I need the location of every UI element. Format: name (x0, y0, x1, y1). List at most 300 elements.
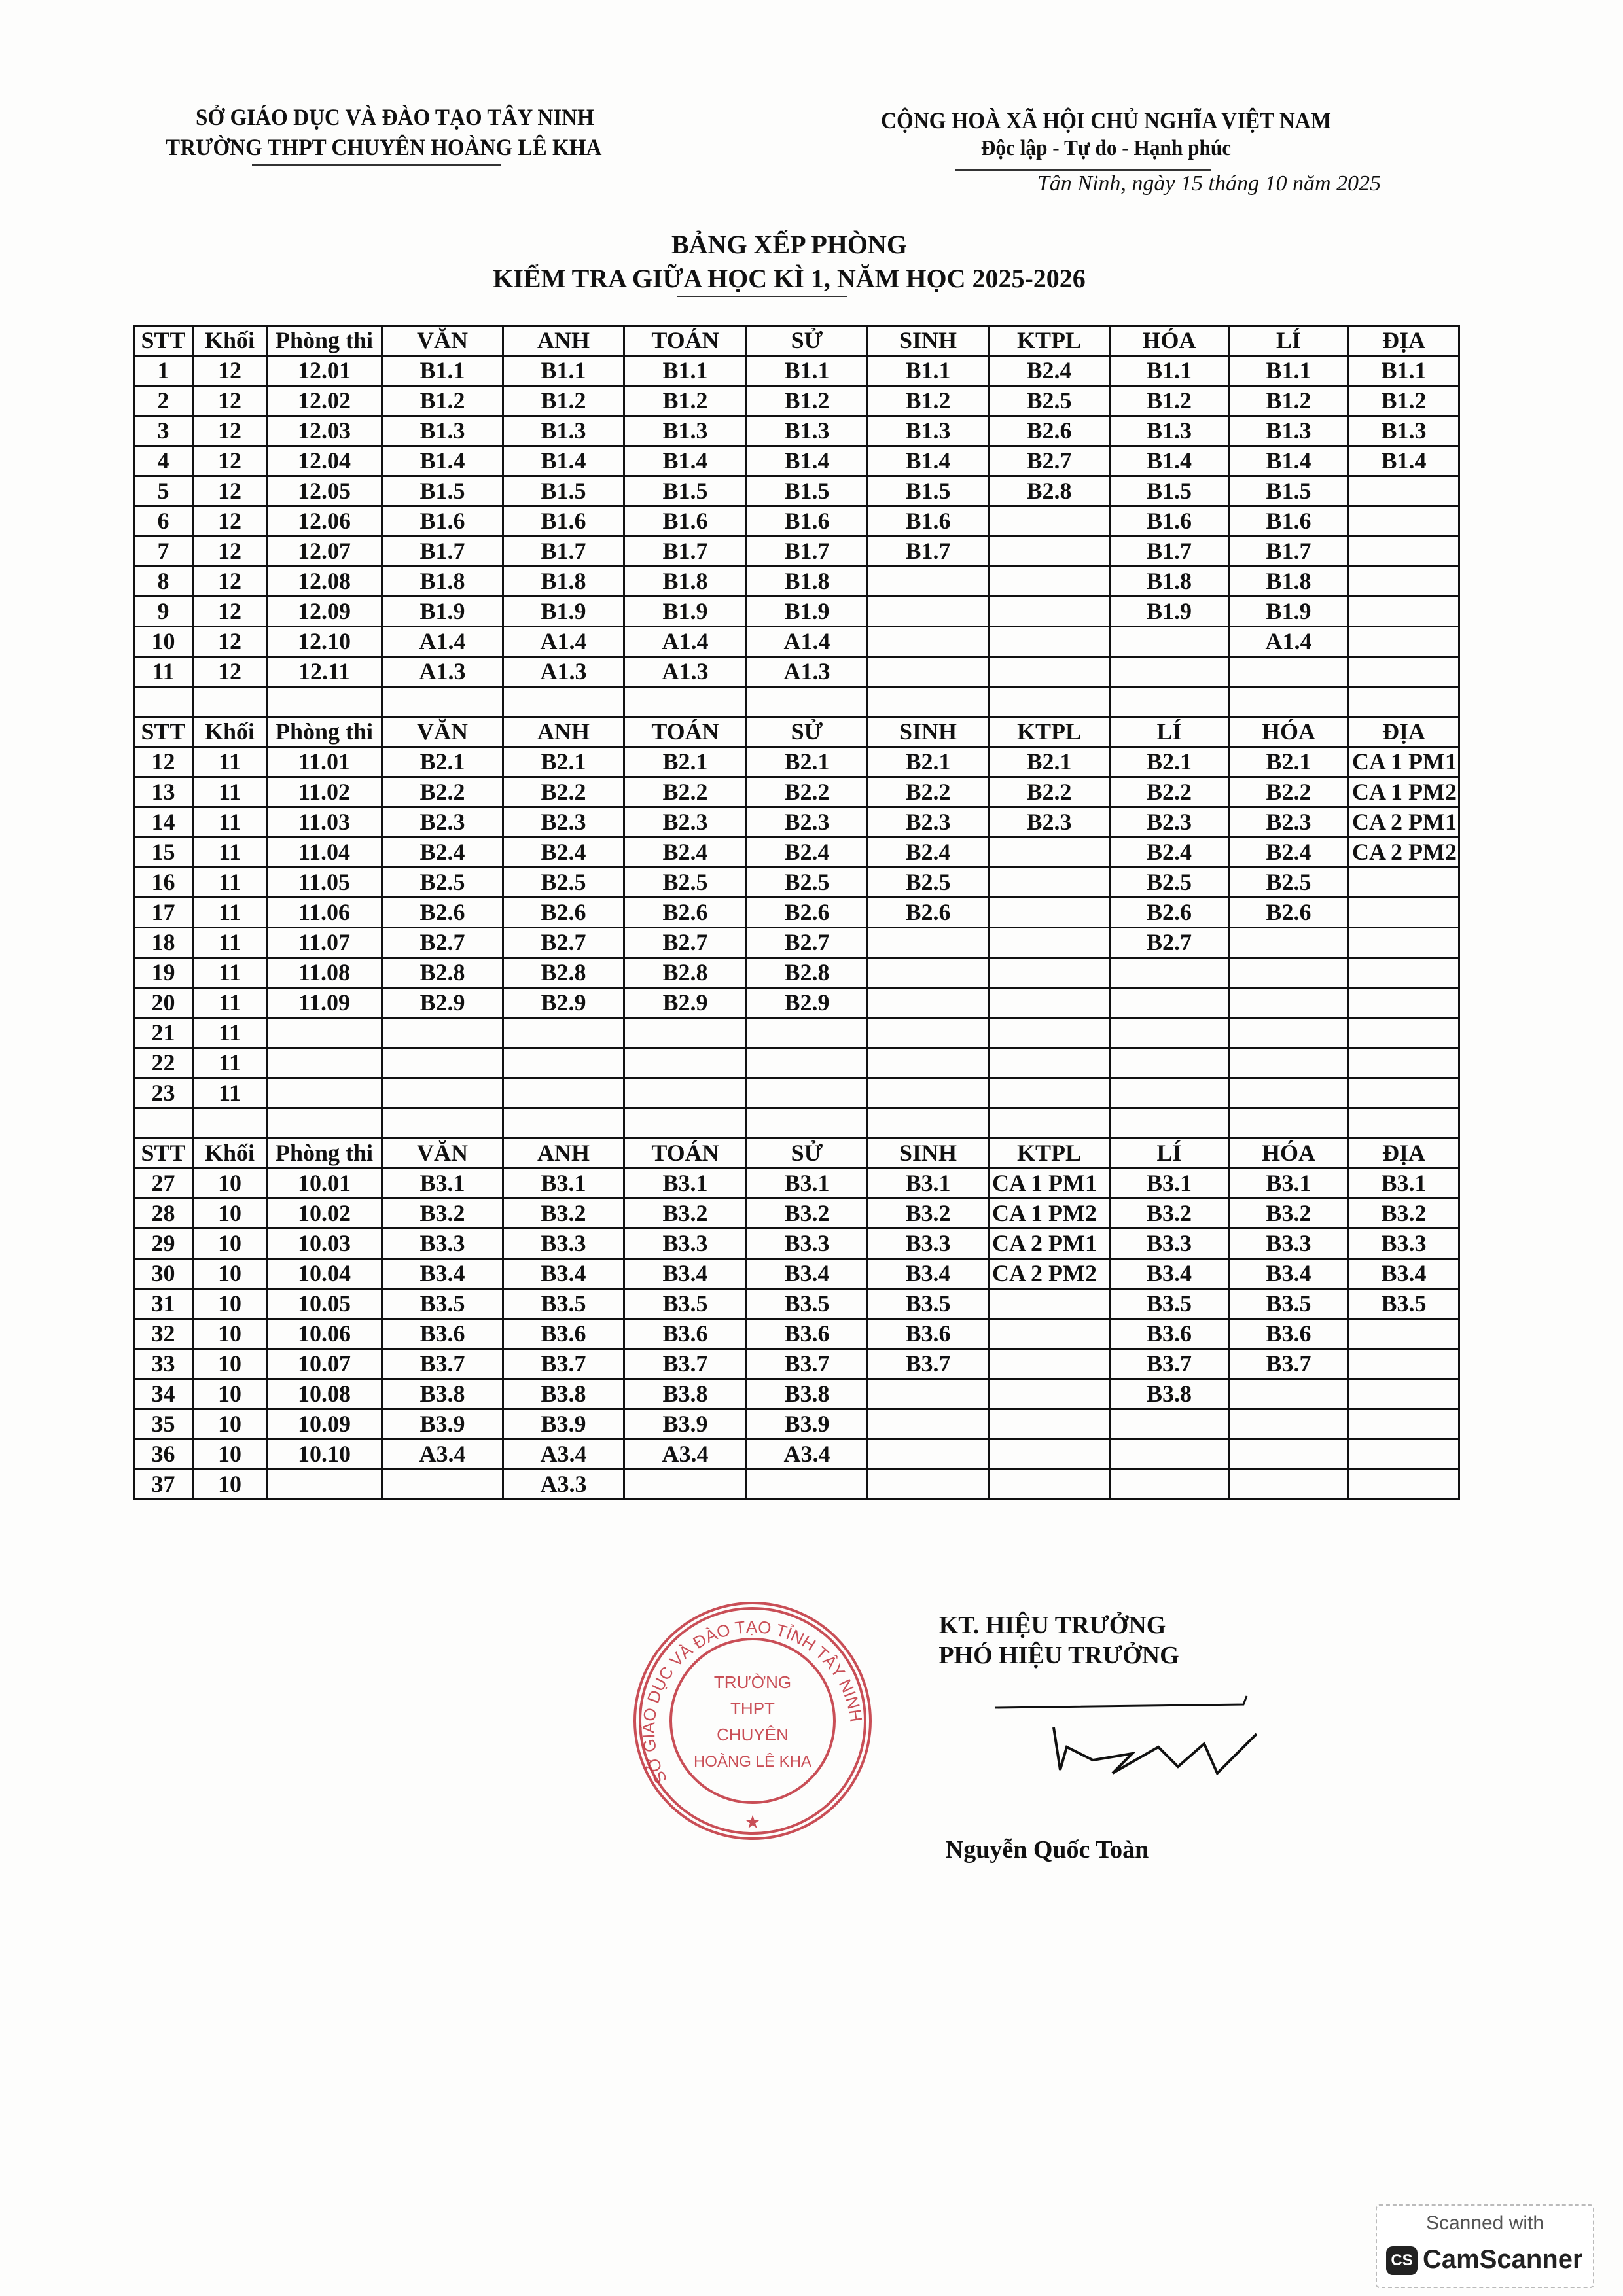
table-cell: B2.1 (503, 747, 624, 777)
table-cell (989, 1379, 1110, 1409)
table-cell: 29 (134, 1229, 193, 1259)
table-row (134, 777, 1459, 807)
table-cell (1110, 1078, 1229, 1108)
table-cell: B1.6 (868, 506, 989, 537)
table-cell (1110, 958, 1229, 988)
table-row (134, 1319, 1459, 1349)
table-cell: B1.2 (868, 386, 989, 416)
empty-cell (1229, 1108, 1349, 1139)
table-row (134, 1289, 1459, 1319)
empty-cell (382, 687, 503, 717)
table-cell: B1.4 (503, 446, 624, 476)
table-cell (989, 1078, 1110, 1108)
table-row (134, 506, 1459, 537)
column-header: VĂN (382, 326, 503, 356)
table-cell: 12 (193, 476, 267, 506)
table-cell (989, 1048, 1110, 1078)
table-cell (1349, 1379, 1459, 1409)
stamp-outer-text: SỞ GIÁO DỤC VÀ ĐÀO TẠO TỈNH TÂY NINH (638, 1617, 866, 1787)
table-cell (1349, 537, 1459, 567)
table-row (134, 958, 1459, 988)
table-cell: B3.1 (868, 1169, 989, 1199)
table-cell: B1.5 (1229, 476, 1349, 506)
table-cell: 10.04 (267, 1259, 382, 1289)
table-cell: B2.1 (624, 747, 747, 777)
table-cell (1229, 988, 1349, 1018)
table-cell: B3.5 (503, 1289, 624, 1319)
table-cell: 23 (134, 1078, 193, 1108)
signature-scribble (982, 1688, 1296, 1819)
table-cell: CA 2 PM2 (1349, 838, 1459, 868)
column-header: ANH (503, 717, 624, 747)
table-row (134, 1018, 1459, 1048)
table-cell: B3.9 (503, 1409, 624, 1439)
table-cell: A1.4 (747, 627, 868, 657)
table-cell (868, 597, 989, 627)
table-cell: B2.5 (1110, 868, 1229, 898)
table-cell: B1.3 (1229, 416, 1349, 446)
table-cell: 12.08 (267, 567, 382, 597)
table-cell: B2.7 (503, 928, 624, 958)
table-cell (989, 567, 1110, 597)
table-cell: B2.1 (747, 747, 868, 777)
empty-cell (382, 1108, 503, 1139)
table-cell (1349, 1470, 1459, 1500)
table-cell (1349, 1018, 1459, 1048)
table-cell: B1.4 (868, 446, 989, 476)
table-cell: 10.05 (267, 1289, 382, 1319)
table-cell: 10.09 (267, 1409, 382, 1439)
table-cell (1110, 988, 1229, 1018)
table-cell: 34 (134, 1379, 193, 1409)
table-cell: B1.8 (1110, 567, 1229, 597)
table-cell: 31 (134, 1289, 193, 1319)
empty-cell (624, 1108, 747, 1139)
table-cell (1349, 1319, 1459, 1349)
column-header: KTPL (989, 717, 1110, 747)
table-cell (382, 1078, 503, 1108)
table-cell: B2.5 (382, 868, 503, 898)
table-cell: B3.7 (747, 1349, 868, 1379)
table-cell (868, 1409, 989, 1439)
table-cell: B3.3 (1110, 1229, 1229, 1259)
table-cell: 10 (193, 1229, 267, 1259)
table-cell: B1.1 (624, 356, 747, 386)
table-cell: 11 (134, 657, 193, 687)
table-cell (1349, 928, 1459, 958)
table-cell: 9 (134, 597, 193, 627)
table-cell: B1.2 (382, 386, 503, 416)
table-cell (989, 928, 1110, 958)
table-cell: B1.2 (624, 386, 747, 416)
column-header: SỬ (747, 326, 868, 356)
stamp-inner-line: TRƯỜNG (713, 1672, 792, 1692)
table-cell: B2.6 (503, 898, 624, 928)
table-cell (1349, 1048, 1459, 1078)
table-cell (1229, 1078, 1349, 1108)
table-cell (1229, 1470, 1349, 1500)
table-cell: 12 (193, 567, 267, 597)
table-cell (868, 1018, 989, 1048)
table-cell: B3.1 (624, 1169, 747, 1199)
table-cell: B3.4 (382, 1259, 503, 1289)
table-cell: B2.6 (747, 898, 868, 928)
table-cell (1229, 657, 1349, 687)
table-cell (1349, 868, 1459, 898)
watermark-caption: Scanned with (1425, 2212, 1544, 2234)
title-underline (677, 296, 847, 297)
table-cell: B2.7 (382, 928, 503, 958)
table-cell: CA 2 PM1 (1349, 807, 1459, 838)
table-cell: 28 (134, 1199, 193, 1229)
table-cell (989, 1470, 1110, 1500)
table-row (134, 446, 1459, 476)
table-cell: 12.10 (267, 627, 382, 657)
table-row (134, 627, 1459, 657)
table-header-row (134, 326, 1459, 356)
table-cell (1349, 476, 1459, 506)
table-cell (989, 988, 1110, 1018)
table-cell: B3.2 (1349, 1199, 1459, 1229)
table-row (134, 386, 1459, 416)
table-cell: B3.2 (624, 1199, 747, 1229)
table-row (134, 838, 1459, 868)
table-cell: 7 (134, 537, 193, 567)
table-cell: B2.4 (503, 838, 624, 868)
table-cell: B3.3 (1229, 1229, 1349, 1259)
table-row (134, 807, 1459, 838)
table-cell: B1.1 (1349, 356, 1459, 386)
table-cell (1229, 1048, 1349, 1078)
table-cell: B2.4 (989, 356, 1110, 386)
motto-underline (955, 169, 1211, 171)
table-cell: B1.6 (624, 506, 747, 537)
table-cell: 11 (193, 988, 267, 1018)
table-cell: B2.3 (624, 807, 747, 838)
table-cell: B2.2 (747, 777, 868, 807)
table-cell: 5 (134, 476, 193, 506)
table-cell: B1.5 (503, 476, 624, 506)
empty-cell (868, 687, 989, 717)
empty-cell (134, 687, 193, 717)
table-cell: B3.4 (1229, 1259, 1349, 1289)
table-row (134, 1048, 1459, 1078)
table-cell: B3.4 (503, 1259, 624, 1289)
table-cell: B2.3 (1229, 807, 1349, 838)
table-cell: B2.8 (989, 476, 1110, 506)
column-header: TOÁN (624, 326, 747, 356)
table-cell: B2.5 (503, 868, 624, 898)
table-row (134, 1078, 1459, 1108)
table-cell: A3.4 (624, 1439, 747, 1470)
table-cell: 10 (193, 1409, 267, 1439)
table-cell: B3.8 (382, 1379, 503, 1409)
table-cell: B3.4 (868, 1259, 989, 1289)
table-cell: B2.3 (503, 807, 624, 838)
table-row (134, 898, 1459, 928)
table-cell (989, 1349, 1110, 1379)
table-cell: 11.02 (267, 777, 382, 807)
table-cell: B1.3 (382, 416, 503, 446)
table-cell: 10 (193, 1169, 267, 1199)
table-cell: A3.3 (503, 1470, 624, 1500)
table-cell: B3.7 (503, 1349, 624, 1379)
table-cell (989, 1319, 1110, 1349)
nation-line1: CỘNG HOÀ XÃ HỘI CHỦ NGHĨA VIỆT NAM (881, 107, 1331, 133)
table-cell: A1.3 (747, 657, 868, 687)
table-cell (382, 1470, 503, 1500)
empty-cell (1229, 687, 1349, 717)
table-cell: B1.7 (1229, 537, 1349, 567)
table-cell (1110, 1409, 1229, 1439)
table-cell: B2.2 (989, 777, 1110, 807)
table-cell: B2.5 (989, 386, 1110, 416)
org-name-line1: SỞ GIÁO DỤC VÀ ĐÀO TẠO TÂY NINH (196, 104, 594, 130)
table-cell: B2.5 (747, 868, 868, 898)
table-cell: B2.2 (1110, 777, 1229, 807)
column-header: HÓA (1229, 717, 1349, 747)
table-cell: B3.7 (382, 1349, 503, 1379)
table-cell: B3.1 (1349, 1169, 1459, 1199)
table-cell: 11 (193, 958, 267, 988)
table-cell: B1.9 (1229, 597, 1349, 627)
table-cell: 21 (134, 1018, 193, 1048)
table-cell (503, 1018, 624, 1048)
table-cell (1229, 1439, 1349, 1470)
table-cell: 11 (193, 1018, 267, 1048)
table-cell: CA 1 PM1 (989, 1169, 1110, 1199)
table-cell: B2.5 (624, 868, 747, 898)
table-cell: 10 (193, 1349, 267, 1379)
table-cell: 10 (193, 1319, 267, 1349)
column-header: TOÁN (624, 717, 747, 747)
table-cell: B1.3 (868, 416, 989, 446)
table-row (134, 1409, 1459, 1439)
table-cell (747, 1048, 868, 1078)
column-header: ANH (503, 1139, 624, 1169)
table-cell: 22 (134, 1048, 193, 1078)
table-cell: B3.6 (868, 1319, 989, 1349)
empty-cell (193, 687, 267, 717)
table-cell: B2.3 (989, 807, 1110, 838)
table-cell: B1.6 (382, 506, 503, 537)
column-header: Phòng thi (267, 1139, 382, 1169)
table-row (134, 988, 1459, 1018)
nation-motto: Độc lập - Tự do - Hạnh phúc (980, 136, 1232, 160)
table-cell: B1.5 (747, 476, 868, 506)
table-cell: B1.6 (1229, 506, 1349, 537)
table-row (134, 597, 1459, 627)
table-cell: B1.6 (747, 506, 868, 537)
table-cell: B2.7 (1110, 928, 1229, 958)
table-cell: 12 (193, 356, 267, 386)
table-cell: B1.2 (1110, 386, 1229, 416)
empty-cell (193, 1108, 267, 1139)
table-cell: 11 (193, 1078, 267, 1108)
table-cell (989, 838, 1110, 868)
table-cell: CA 1 PM1 (1349, 747, 1459, 777)
table-cell: 17 (134, 898, 193, 928)
table-cell: CA 2 PM2 (989, 1259, 1110, 1289)
table-cell: 12.05 (267, 476, 382, 506)
table-cell: B1.7 (1110, 537, 1229, 567)
table-cell (868, 1470, 989, 1500)
table-cell (1110, 1048, 1229, 1078)
table-cell: B1.4 (747, 446, 868, 476)
column-header: STT (134, 1139, 193, 1169)
table-cell: B2.1 (382, 747, 503, 777)
table-cell: 11.09 (267, 988, 382, 1018)
table-cell: B3.1 (503, 1169, 624, 1199)
table-cell: B3.2 (503, 1199, 624, 1229)
table-cell: 14 (134, 807, 193, 838)
table-cell: B3.5 (747, 1289, 868, 1319)
table-cell: 12.07 (267, 537, 382, 567)
table-cell: B1.9 (624, 597, 747, 627)
table-row (134, 1349, 1459, 1379)
table-row (134, 1169, 1459, 1199)
table-cell: B3.6 (747, 1319, 868, 1349)
table-cell: B1.4 (1349, 446, 1459, 476)
table-cell: 18 (134, 928, 193, 958)
table-cell: B2.9 (382, 988, 503, 1018)
table-cell: B1.9 (503, 597, 624, 627)
date-line: Tân Ninh, ngày 15 tháng 10 năm 2025 (1037, 171, 1381, 196)
stamp-inner-line: CHUYÊN (717, 1725, 789, 1744)
table-cell: B3.2 (868, 1199, 989, 1229)
stamp-inner-line: HOÀNG LÊ KHA (693, 1753, 812, 1771)
table-cell (267, 1470, 382, 1500)
table-cell: B3.5 (1110, 1289, 1229, 1319)
table-cell (1349, 898, 1459, 928)
table-cell: B3.1 (382, 1169, 503, 1199)
empty-cell (267, 1108, 382, 1139)
table-cell: 10.02 (267, 1199, 382, 1229)
table-cell (989, 627, 1110, 657)
table-cell: B3.9 (624, 1409, 747, 1439)
table-cell: 10 (193, 1289, 267, 1319)
table-cell: B2.5 (868, 868, 989, 898)
column-header: ANH (503, 326, 624, 356)
table-cell: 11.03 (267, 807, 382, 838)
table-cell (1110, 627, 1229, 657)
column-header: Phòng thi (267, 326, 382, 356)
table-cell: B3.2 (1110, 1199, 1229, 1229)
table-cell: B2.8 (382, 958, 503, 988)
column-header: KTPL (989, 1139, 1110, 1169)
table-row (134, 928, 1459, 958)
table-cell: 10 (193, 1470, 267, 1500)
table-header-row (134, 1139, 1459, 1169)
table-cell (989, 537, 1110, 567)
table-cell: 12.06 (267, 506, 382, 537)
doc-subtitle: KIỂM TRA GIỮA HỌC KÌ 1, NĂM HỌC 2025-2026 (493, 264, 1086, 293)
empty-cell (503, 687, 624, 717)
table-cell (1349, 1078, 1459, 1108)
table-cell: 11.06 (267, 898, 382, 928)
table-cell: B3.3 (747, 1229, 868, 1259)
table-cell: B1.1 (747, 356, 868, 386)
column-header: LÍ (1110, 717, 1229, 747)
table-cell: 33 (134, 1349, 193, 1379)
table-cell (1229, 958, 1349, 988)
empty-cell (267, 687, 382, 717)
table-cell: B1.6 (1110, 506, 1229, 537)
table-cell: 12.04 (267, 446, 382, 476)
empty-cell (989, 687, 1110, 717)
table-cell (989, 657, 1110, 687)
table-row (134, 537, 1459, 567)
table-cell: 12 (193, 416, 267, 446)
table-cell: 36 (134, 1439, 193, 1470)
table-cell: 4 (134, 446, 193, 476)
table-cell: B1.7 (868, 537, 989, 567)
table-cell: 10 (134, 627, 193, 657)
table-cell: B3.7 (868, 1349, 989, 1379)
empty-cell (868, 1108, 989, 1139)
table-cell (1349, 657, 1459, 687)
table-cell: 35 (134, 1409, 193, 1439)
table-cell (868, 1078, 989, 1108)
table-cell: 10.03 (267, 1229, 382, 1259)
table-cell: B3.6 (503, 1319, 624, 1349)
table-cell: 11.05 (267, 868, 382, 898)
table-cell (503, 1078, 624, 1108)
spacer-row (134, 687, 1459, 717)
table-cell (1110, 1439, 1229, 1470)
table-cell (868, 928, 989, 958)
table-cell: B2.6 (624, 898, 747, 928)
table-cell: B2.3 (382, 807, 503, 838)
table-cell: B2.5 (1229, 868, 1349, 898)
table-cell: B1.2 (1349, 386, 1459, 416)
table-cell: B2.4 (624, 838, 747, 868)
table-cell: B1.7 (382, 537, 503, 567)
table-cell (868, 1048, 989, 1078)
table-cell: 12.02 (267, 386, 382, 416)
table-cell (624, 1078, 747, 1108)
table-cell: 19 (134, 958, 193, 988)
table-cell: B3.7 (624, 1349, 747, 1379)
table-cell: 10 (193, 1439, 267, 1470)
empty-cell (747, 687, 868, 717)
table-cell (868, 627, 989, 657)
table-cell: 12.03 (267, 416, 382, 446)
table-cell: 12.11 (267, 657, 382, 687)
column-header: Khối (193, 1139, 267, 1169)
table-cell: B3.4 (624, 1259, 747, 1289)
column-header: Phòng thi (267, 717, 382, 747)
signer-role-line1: KT. HIỆU TRƯỞNG (938, 1612, 1166, 1639)
table-cell (1349, 506, 1459, 537)
table-cell: 12 (193, 537, 267, 567)
org-name-line2: TRƯỜNG THPT CHUYÊN HOÀNG LÊ KHA (166, 134, 602, 160)
table-cell: B3.7 (1110, 1349, 1229, 1379)
table-cell: B1.4 (624, 446, 747, 476)
table-cell: 13 (134, 777, 193, 807)
table-cell: B3.2 (747, 1199, 868, 1229)
table-cell: B3.5 (868, 1289, 989, 1319)
column-header: LÍ (1229, 326, 1349, 356)
table-cell (1229, 1409, 1349, 1439)
table-row (134, 416, 1459, 446)
column-header: SINH (868, 1139, 989, 1169)
table-cell (267, 1048, 382, 1078)
table-cell: B2.1 (989, 747, 1110, 777)
table-cell: 11 (193, 868, 267, 898)
column-header: SINH (868, 326, 989, 356)
table-cell: A1.4 (1229, 627, 1349, 657)
